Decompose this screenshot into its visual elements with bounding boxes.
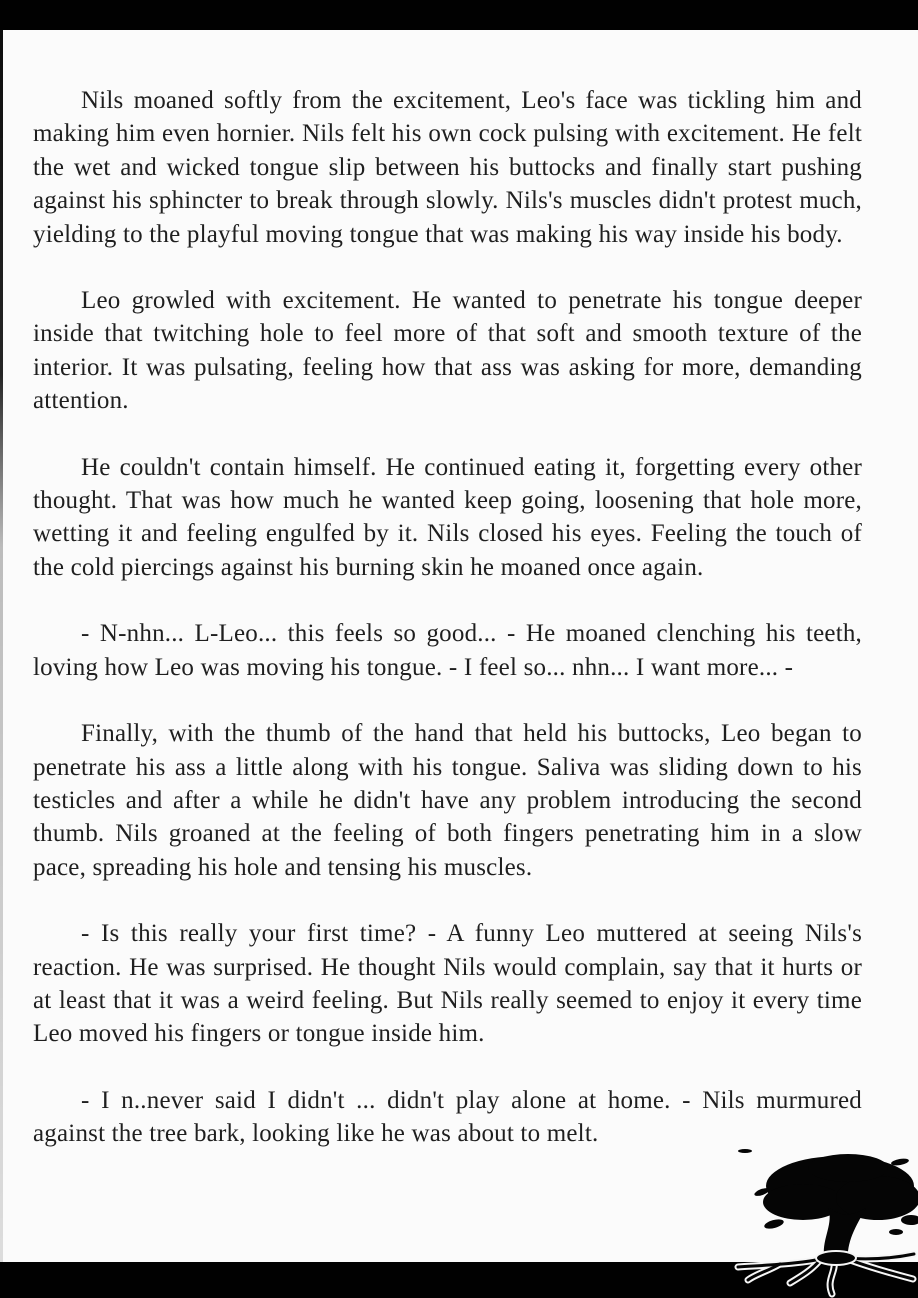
story-paragraph: Finally, with the thumb of the hand that held his buttocks, Leo began to penetrate his ass a little along with his tongue. Saliva was sliding down to his testicles and after a while he didn't have any problem introducing the second thumb. Nils groaned at the feeling of both fingers penetrating him in a slow pace, spreading his hole and tensing his muscles. [33,720,862,881]
story-paragraph: Leo growled with excitement. He wanted to penetrate his tongue deeper inside that twitching hole to feel more of that soft and smooth texture of the interior. It was pulsating, feeling how that ass was asking for more, demanding attention. [33,287,862,415]
story-paragraph: He couldn't contain himself. He continued eating it, forgetting every other thought. That was how much he wanted keep going, loosening that hole more, wetting it and feeling engulfed by it. Nils closed his eyes. Feeling the touch of the cold piercings against his burning skin he moaned once again. [33,453,862,581]
story-paragraph: - Is this really your first time? - A funny Leo muttered at seeing Nils's reaction. He was surprised. He thought Nils would complain, say that it hurts or at least that it was a weird feeling. But Nils really seemed to enjoy it every time Leo moved his fingers or tongue inside him. [33,920,862,1048]
story-paragraph: - I n..never said I didn't ... didn't play alone at home. - Nils murmured against the tree bark, looking like he was about to melt. [33,1086,862,1148]
story-paragraph: - N-nhn... L-Leo... this feels so good... - He moaned clenching his teeth, loving how Leo was moving his tongue. - I feel so... nhn... I want more... - [33,620,862,681]
story-text [33,84,862,1184]
left-edge-shadow [0,30,3,1262]
tree-root-hub [816,1251,856,1265]
tree-logo-icon [728,1146,918,1298]
story-paragraph: Nils moaned softly from the excitement, Leo's face was tickling him and making him even hornier. Nils felt his own cock pulsing with excitement. He felt the wet and wicked tongue slip between his buttocks and finally start pushing against his sphincter to break through slowly. Nils's muscles didn't protest much, yielding to the playful moving tongue that was making his way inside his body. [33,87,862,248]
tree-canopy [738,1149,918,1235]
top-border-bar [0,0,918,30]
